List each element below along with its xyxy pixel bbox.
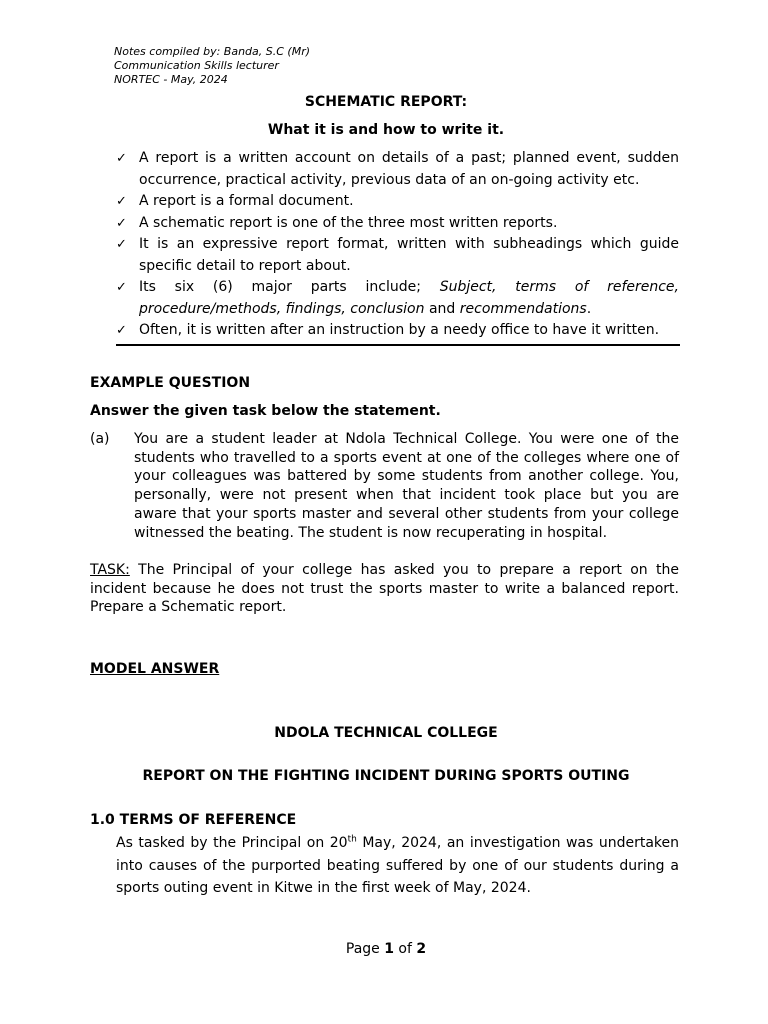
checkmark-icon: ✓ (116, 323, 127, 338)
question-text: You are a student leader at Ndola Technical College. You were one of the students who travelled to a sports event at one of the colleges where one of your colleagues was battered by some students from another college. You, personally, were not present when that incident took place but you are aware that your sports master and several other students from your college witnessed the beating. The student is now recuperating in hospital. (134, 431, 679, 541)
checkmark-icon: ✓ (116, 215, 127, 231)
current-page-number: 1 (384, 941, 394, 957)
list-item (116, 277, 679, 320)
checkmark-icon: ✓ (116, 151, 127, 166)
checkmark-icon: ✓ (116, 237, 127, 252)
definition-list (116, 148, 679, 342)
bullet-text-and: and (424, 300, 460, 317)
section-heading-terms-of-reference: 1.0 TERMS OF REFERENCE (90, 812, 297, 828)
bullet-text-prefix: Its six (6) major parts include; (139, 279, 440, 295)
checkmark-icon: ✓ (116, 194, 127, 209)
bullet-text: A schematic report is one of the three most written reports. (139, 214, 558, 231)
total-page-count: 2 (416, 941, 427, 957)
section-divider (116, 344, 680, 346)
task-text: The Principal of your college has asked you to prepare a report on the incident because he does not trust the sports master to write a balanced report. Prepare a Schematic report. (90, 562, 679, 616)
tor-text-after: May, 2024, an investigation was undertaken into causes of the purported beating suffered by one of our students during a sports outing event in Kitwe in the first week of May, 2024. (116, 835, 679, 896)
question-label: (a) (90, 431, 110, 447)
notes-role: Communication Skills lecturer (114, 59, 279, 72)
notes-institution-date: NORTEC - May, 2024 (114, 73, 228, 86)
bullet-text: Often, it is written after an instruction by a needy office to have it written. (139, 322, 660, 338)
list-item (116, 234, 679, 277)
model-answer-heading: MODEL ANSWER (90, 661, 220, 677)
document-title: SCHEMATIC REPORT: (304, 94, 468, 110)
bullet-text: A report is a written account on details of a past; planned event, sudden occurrence, practical activity, previous data of an on-going activity etc. (139, 150, 679, 188)
instruction-heading: Answer the given task below the statement. (90, 403, 441, 419)
parts-list-italic: Subject, terms of reference, procedure/methods, findings, conclusion (139, 279, 679, 317)
footer-prefix: Page (345, 941, 385, 957)
report-title: REPORT ON THE FIGHTING INCIDENT DURING SPORTS OUTING (142, 768, 630, 784)
recommendations-italic: recommendations (459, 300, 587, 317)
example-question-heading: EXAMPLE QUESTION (90, 375, 251, 391)
page-footer (90, 941, 682, 957)
list-item (116, 191, 679, 213)
footer-of: of (393, 941, 417, 957)
compiler-notes (114, 45, 310, 87)
tor-superscript: th (347, 834, 357, 845)
tor-text-before: As tasked by the Principal on 20 (116, 835, 348, 851)
document-subtitle: What it is and how to write it. (267, 122, 505, 138)
list-item (116, 320, 679, 342)
terms-of-reference-text (116, 832, 679, 900)
task-label: TASK: (90, 562, 130, 578)
list-item (116, 148, 679, 191)
bullet-text-end: . (586, 300, 592, 317)
college-name: NDOLA TECHNICAL COLLEGE (274, 725, 498, 741)
notes-compiler: Notes compiled by: Banda, S.C (Mr) (114, 45, 311, 58)
checkmark-icon: ✓ (116, 280, 127, 295)
bullet-text: It is an expressive report format, written with subheadings which guide specific detail to report about. (139, 236, 679, 274)
bullet-text: A report is a formal document. (139, 193, 354, 209)
list-item (116, 213, 679, 235)
task-paragraph (90, 561, 679, 617)
